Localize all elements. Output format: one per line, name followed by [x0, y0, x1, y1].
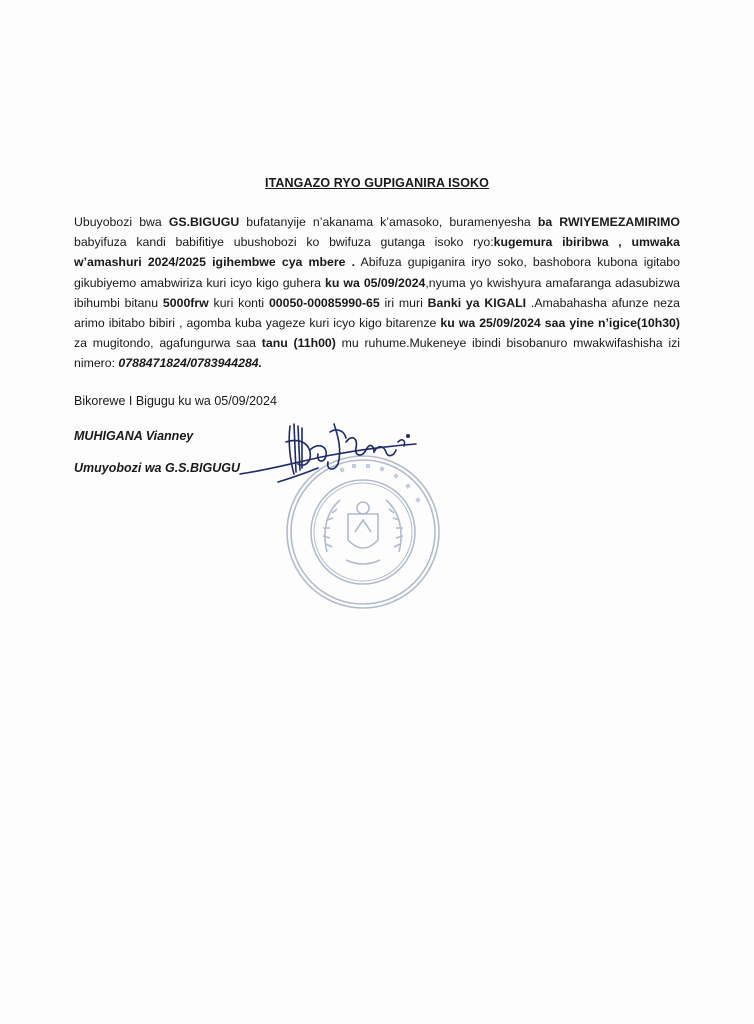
- body-text-6: kuri konti: [208, 295, 269, 310]
- deadline: ku wa 25/09/2024 saa yine n’igice(10h30): [440, 316, 680, 331]
- addressee: ba RWIYEMEZAMIRIMO: [537, 215, 680, 229]
- notice-title: ITANGAZO RYO GUPIGANIRA ISOKO: [265, 176, 489, 190]
- body-text-1: Ubuyobozi bwa: [74, 215, 169, 229]
- body-text-5: ,nyuma yo kwishyura amafaranga adasubizwa ibihumbi bitanu: [74, 275, 680, 310]
- signer-name: MUHIGANA Vianney: [74, 429, 194, 443]
- start-date: ku wa 05/09/2024: [325, 275, 426, 290]
- school-name: GS.BIGUGU: [168, 215, 240, 229]
- tender-subject: kugemura ibiribwa , umwaka w’amashuri 2024/2025 igihembwe cya mbere .: [74, 235, 680, 270]
- notice-body: [74, 212, 680, 374]
- body-text-9: za mugitondo, agafungurwa saa: [74, 336, 262, 351]
- account-number: 00050-00085990-65: [268, 295, 380, 310]
- fee-amount: 5000frw: [162, 295, 209, 310]
- body-text-2: bufatanyije n’akanama k’amasoko, buramenyesha: [239, 215, 538, 229]
- phone-numbers: 0788471824/0783944284.: [118, 356, 263, 371]
- body-text-8: .Amabahasha afunze neza arimo ibitabo bibiri , agomba kuba yageze kuri icyo kigo bitarenze: [74, 295, 681, 331]
- date-line: Bikorewe I Bigugu ku wa 05/09/2024: [74, 394, 277, 408]
- signer-title: Umuyobozi wa G.S.BIGUGU: [74, 461, 240, 475]
- body-text-3: babyifuza kandi babifitiye ubushobozi ko bwifuza gutanga isoko ryo:: [74, 235, 494, 250]
- bank-name: Banki ya KIGALI: [427, 295, 527, 310]
- body-text-7: iri muri: [379, 295, 428, 310]
- signature: [238, 412, 418, 496]
- opening-time: tanu (11h00): [261, 336, 336, 351]
- body-text-10: mu ruhume.Mukeneye ibindi bisobanuro mwakwifashisha izi nimero:: [74, 336, 680, 371]
- body-text-4: Abifuza gupiganira iryo soko, bashobora kubona igitabo gikubiyemo amabwiriza kuri icyo kigo guhera: [74, 255, 680, 290]
